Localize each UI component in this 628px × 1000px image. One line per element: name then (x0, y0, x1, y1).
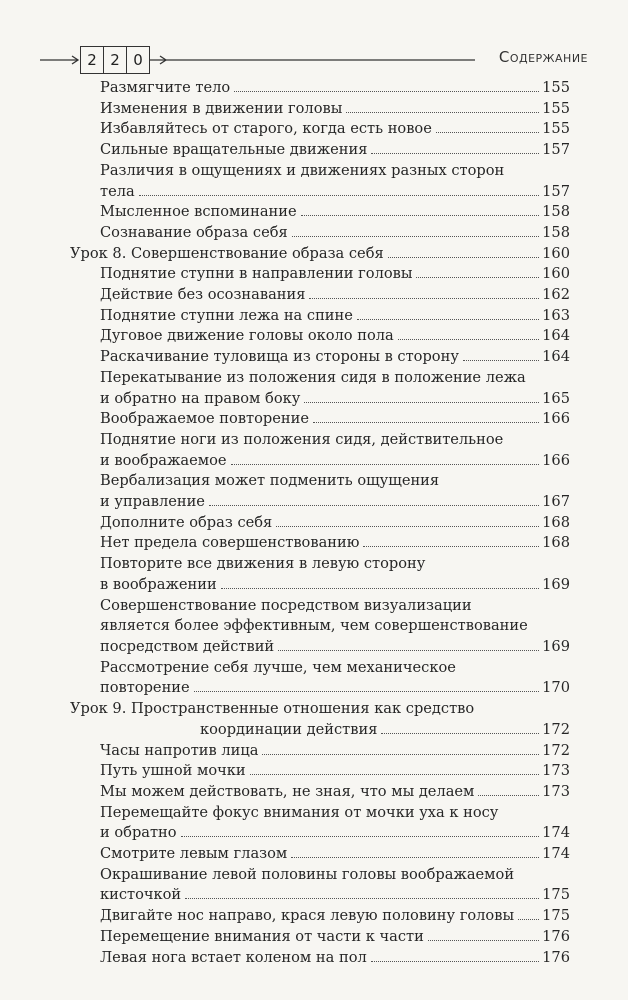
toc-line (100, 803, 570, 824)
toc-page-number: 158 (542, 223, 570, 241)
toc-line (100, 347, 570, 368)
dot-leader (428, 939, 539, 941)
toc-entry-title: Действие без осознавания (100, 286, 306, 304)
toc-line (100, 161, 570, 182)
toc-entry-title: Раскачивание туловища из стороны в сторону (100, 348, 459, 366)
toc-line (100, 306, 570, 327)
page-header (0, 0, 628, 80)
toc-entry-title: Левая нога встает коленом на пол (100, 948, 367, 966)
toc-line (70, 699, 570, 720)
toc-entry-title: Смотрите левым глазом (100, 845, 288, 863)
toc-entry (70, 430, 570, 471)
toc-entry (70, 119, 570, 140)
page-number (80, 46, 150, 74)
toc-page-number: 168 (542, 534, 570, 552)
toc-entry-title: Поднятие ноги из положения сидя, действительное (100, 430, 504, 448)
toc-page-number: 168 (542, 513, 570, 531)
toc-page-number: 175 (542, 907, 570, 925)
toc-line (100, 616, 570, 637)
toc-entry (70, 306, 570, 327)
toc-page-number: 174 (542, 824, 570, 842)
dot-leader (357, 318, 539, 320)
toc-entry (70, 596, 570, 658)
toc-line (100, 202, 570, 223)
toc-entry (70, 658, 570, 699)
toc-entry (70, 554, 570, 595)
toc-entry (70, 78, 570, 99)
dot-leader (291, 856, 539, 858)
toc-entry-title: и управление (100, 493, 205, 511)
toc-entry-title: Перекатывание из положения сидя в положение лежа (100, 368, 526, 386)
toc-page-number: 172 (542, 720, 570, 738)
toc-entry-title: Путь ушной мочки (100, 762, 246, 780)
toc-page-number: 170 (542, 679, 570, 697)
toc-entry-title: Мысленное вспоминание (100, 203, 297, 221)
toc-page-number: 169 (542, 575, 570, 593)
toc-page-number: 164 (542, 348, 570, 366)
toc-entry-title: Урок 9. Пространственные отношения как средство (70, 700, 475, 718)
toc-entry (70, 865, 570, 906)
toc-page-number: 167 (542, 493, 570, 511)
dot-leader (478, 794, 539, 796)
toc-line (100, 451, 570, 472)
toc-entry-title: Различия в ощущениях и движениях разных сторон (100, 161, 505, 179)
toc-line (100, 575, 570, 596)
toc-line (100, 906, 570, 927)
toc-line (100, 368, 570, 389)
toc-entry-title: Сознавание образа себя (100, 223, 288, 241)
toc-lesson-entry (70, 699, 570, 740)
toc-entry (70, 223, 570, 244)
toc-entry (70, 264, 570, 285)
dot-leader (221, 587, 539, 589)
toc-entry-title: и воображаемое (100, 451, 227, 469)
toc-entry (70, 741, 570, 762)
toc-line (100, 844, 570, 865)
toc-page-number: 175 (542, 886, 570, 904)
toc-entry-title: Окрашивание левой половины головы воображаемой (100, 865, 515, 883)
toc-entry (70, 906, 570, 927)
toc-line (100, 678, 570, 699)
toc-entry-title: Повторите все движения в левую сторону (100, 555, 426, 573)
dot-leader (346, 111, 539, 113)
dot-leader (388, 256, 539, 258)
toc-entry (70, 948, 570, 969)
toc-entry-title: Поднятие ступни лежа на спине (100, 306, 353, 324)
dot-leader (250, 773, 540, 775)
toc-page-number: 157 (542, 141, 570, 159)
toc-line (100, 865, 570, 886)
dot-leader (371, 152, 539, 154)
toc-entry-title: Перемещайте фокус внимания от мочки уха к носу (100, 803, 499, 821)
dot-leader (313, 421, 539, 423)
toc-entry-title: Часы напротив лица (100, 741, 259, 759)
toc-page-number: 164 (542, 327, 570, 345)
dot-leader (363, 545, 539, 547)
toc-entry-title: является более эффективным, чем совершенствование (100, 617, 528, 635)
toc-page-number: 160 (542, 265, 570, 283)
toc-line (70, 720, 570, 741)
toc-entry-title: Нет предела совершенствованию (100, 534, 360, 552)
dot-leader (304, 401, 539, 403)
toc-page-number: 158 (542, 203, 570, 221)
dot-leader (398, 338, 539, 340)
toc-line (100, 761, 570, 782)
toc-line (100, 533, 570, 554)
page-digit: 2 (103, 46, 126, 74)
toc-line (100, 492, 570, 513)
toc-page-number: 155 (542, 120, 570, 138)
dot-leader (181, 835, 540, 837)
toc-entry-title: и обратно на правом боку (100, 389, 301, 407)
toc-page-number: 173 (542, 762, 570, 780)
toc-page-number: 174 (542, 845, 570, 863)
toc-entry-title: Размягчите тело (100, 79, 231, 96)
toc-entry-title: Избавляйтесь от старого, когда есть новое (100, 120, 432, 138)
toc-entry-title: Сильные вращательные движения (100, 141, 368, 159)
dot-leader (371, 960, 539, 962)
toc-line (100, 140, 570, 161)
toc-entry-title: Рассмотрение себя лучше, чем механическое (100, 658, 456, 676)
toc-entry-title: Урок 8. Совершенствование образа себя (70, 244, 384, 262)
toc-line (100, 78, 570, 99)
toc-line (100, 637, 570, 658)
toc-page-number: 165 (542, 389, 570, 407)
dot-leader (463, 359, 539, 361)
toc-line (100, 885, 570, 906)
toc-entry-title: Совершенствование посредством визуализации (100, 596, 472, 614)
toc-entry (70, 513, 570, 534)
dot-leader (278, 649, 539, 651)
dot-leader (262, 753, 539, 755)
toc-entry-title: повторение (100, 679, 190, 697)
toc-line (100, 741, 570, 762)
toc-line (100, 285, 570, 306)
toc-line (100, 182, 570, 203)
toc-line (100, 513, 570, 534)
toc-entry (70, 927, 570, 948)
toc-entry-title: Дуговое движение головы около пола (100, 327, 394, 345)
toc-entry (70, 326, 570, 347)
toc-line (100, 99, 570, 120)
toc-line (100, 927, 570, 948)
toc-entry (70, 761, 570, 782)
toc-page-number: 169 (542, 637, 570, 655)
dot-leader (381, 732, 539, 734)
toc-entry (70, 202, 570, 223)
toc-entry-title: Воображаемое повторение (100, 410, 309, 428)
toc-line (100, 119, 570, 140)
toc-page-number: 162 (542, 286, 570, 304)
toc-line (100, 782, 570, 803)
toc-entry (70, 533, 570, 554)
toc-entry-title: Поднятие ступни в направлении головы (100, 265, 413, 283)
dot-leader (185, 897, 539, 899)
toc-line (100, 326, 570, 347)
toc-entry-title: Вербализация может подменить ощущения (100, 472, 440, 490)
dot-leader (301, 214, 539, 216)
toc-page-number: 163 (542, 306, 570, 324)
page-digit: 0 (126, 46, 150, 74)
dot-leader (518, 918, 539, 920)
dot-leader (436, 131, 539, 133)
dot-leader (194, 690, 539, 692)
toc-entry-title: тела (100, 182, 135, 200)
toc-page-number: 176 (542, 948, 570, 966)
toc-line (100, 948, 570, 969)
table-of-contents (70, 78, 570, 968)
toc-entry (70, 782, 570, 803)
toc-entry (70, 803, 570, 844)
toc-entry-title: Дополните образ себя (100, 513, 273, 531)
toc-entry-title: и обратно (100, 824, 177, 842)
toc-page-number: 172 (542, 741, 570, 759)
toc-page-number: 173 (542, 782, 570, 800)
toc-line (100, 223, 570, 244)
dot-leader (231, 463, 540, 465)
toc-entry-title: Мы можем действовать, не зная, что мы делаем (100, 782, 475, 800)
toc-page-number: 160 (542, 244, 570, 262)
toc-page-number: 155 (542, 99, 570, 117)
toc-line (70, 244, 570, 265)
toc-entry-title: координации действия (200, 720, 378, 738)
toc-line (100, 823, 570, 844)
toc-entry (70, 368, 570, 409)
toc-entry (70, 99, 570, 120)
toc-entry (70, 844, 570, 865)
toc-line (100, 264, 570, 285)
toc-line (100, 389, 570, 410)
dot-leader (309, 297, 539, 299)
toc-entry-title: кисточкой (100, 886, 182, 904)
toc-page-number: 155 (542, 79, 570, 96)
page-digit: 2 (80, 46, 103, 74)
toc-line (100, 658, 570, 679)
toc-line (100, 596, 570, 617)
toc-line (100, 409, 570, 430)
toc-entry (70, 140, 570, 161)
toc-entry-title: посредством действий (100, 637, 275, 655)
toc-line (100, 554, 570, 575)
toc-line (100, 430, 570, 451)
toc-lesson-entry (70, 244, 570, 265)
toc-entry (70, 409, 570, 430)
dot-leader (139, 194, 539, 196)
toc-entry (70, 285, 570, 306)
toc-entry-title: Изменения в движении головы (100, 99, 343, 117)
toc-page-number: 157 (542, 182, 570, 200)
toc-page-number: 166 (542, 451, 570, 469)
toc-page-number: 176 (542, 927, 570, 945)
dot-leader (234, 90, 539, 92)
dot-leader (276, 525, 539, 527)
toc-entry (70, 471, 570, 512)
toc-entry-title: Перемещение внимания от части к части (100, 927, 424, 945)
dot-leader (209, 504, 539, 506)
toc-page-number: 166 (542, 410, 570, 428)
dot-leader (292, 235, 539, 237)
running-head: Содержание (498, 48, 588, 66)
dot-leader (416, 276, 539, 278)
toc-entry-title: Двигайте нос направо, крася левую половину головы (100, 907, 515, 925)
toc-line (100, 471, 570, 492)
toc-entry (70, 161, 570, 202)
toc-entry (70, 347, 570, 368)
toc-entry-title: в воображении (100, 575, 217, 593)
